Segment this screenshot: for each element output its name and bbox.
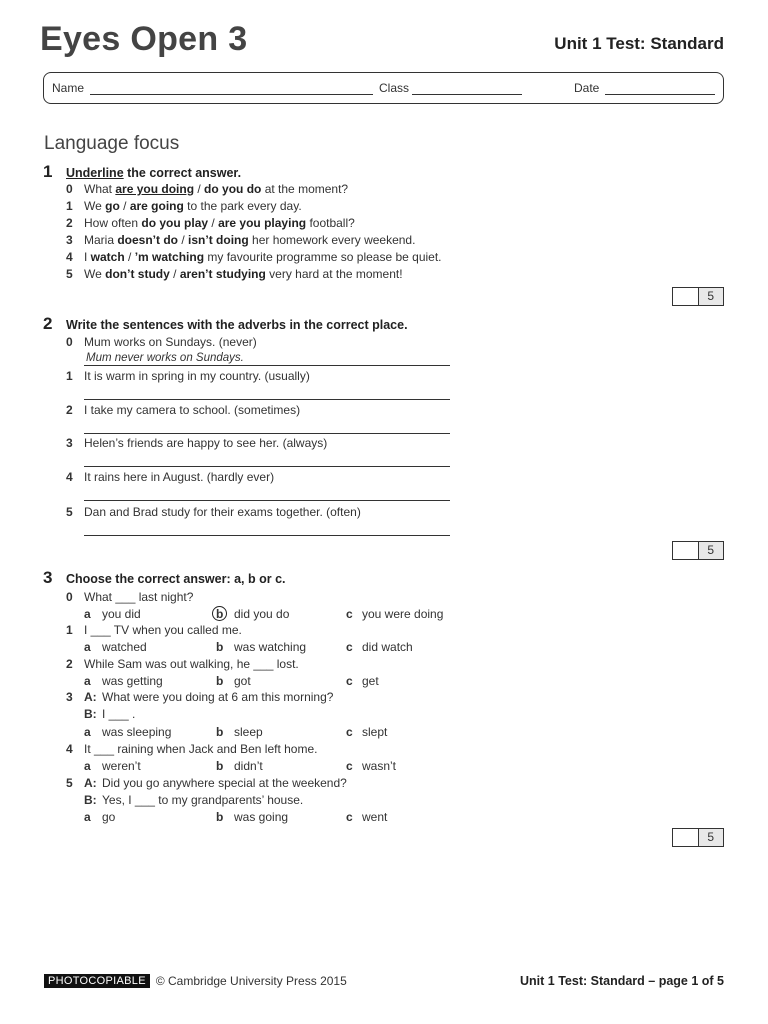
option-letter-a[interactable]: a bbox=[84, 810, 91, 824]
option-letter-c[interactable]: c bbox=[346, 759, 353, 773]
item-number: 4 bbox=[66, 742, 73, 756]
sentence-end: at the moment? bbox=[261, 182, 349, 196]
score-total: 5 bbox=[699, 542, 724, 559]
option-1[interactable]: watch bbox=[90, 250, 125, 264]
option-letter-b[interactable]: b bbox=[216, 759, 224, 773]
exercise-2-score-box bbox=[672, 541, 724, 560]
footer-copyright bbox=[44, 974, 347, 988]
option-separator: / bbox=[178, 233, 189, 247]
exercise-1-number: 1 bbox=[43, 162, 53, 181]
item-number: 4 bbox=[66, 250, 73, 264]
exercise-2-instruction: Write the sentences with the adverbs in the correct place. bbox=[66, 318, 408, 332]
option-2[interactable]: are going bbox=[129, 199, 184, 213]
option-2[interactable]: are you playing bbox=[218, 216, 307, 230]
item-number: 0 bbox=[66, 335, 73, 349]
option-2[interactable]: aren’t studying bbox=[179, 267, 266, 281]
option-letter-b[interactable]: b bbox=[216, 607, 224, 621]
item-sentence bbox=[84, 233, 415, 247]
class-field[interactable] bbox=[412, 94, 522, 95]
question-text: I ___ TV when you called me. bbox=[84, 623, 242, 637]
reply-text: I ___ . bbox=[102, 707, 136, 721]
item-number: 2 bbox=[66, 403, 73, 417]
item-number: 3 bbox=[66, 436, 73, 450]
option-c-text[interactable]: slept bbox=[362, 725, 388, 739]
option-letter-c[interactable]: c bbox=[346, 674, 353, 688]
item-number: 5 bbox=[66, 505, 73, 519]
answer-circle-icon bbox=[212, 606, 227, 621]
option-letter-a[interactable]: a bbox=[84, 607, 91, 621]
section-title: Language focus bbox=[44, 133, 180, 154]
exercise-3-score-box bbox=[672, 828, 724, 847]
item-number: 2 bbox=[66, 216, 73, 230]
item-prompt: Dan and Brad study for their exams together. (often) bbox=[84, 505, 361, 519]
date-label: Date bbox=[574, 81, 600, 95]
option-b-text[interactable]: sleep bbox=[234, 725, 263, 739]
sentence-start: How often bbox=[84, 216, 142, 230]
item-number: 1 bbox=[66, 369, 73, 383]
question-text: Did you go anywhere special at the weekend? bbox=[102, 776, 347, 790]
answer-line[interactable] bbox=[84, 365, 450, 366]
class-label: Class bbox=[379, 81, 410, 95]
item-sentence bbox=[84, 216, 355, 230]
option-1[interactable]: doesn’t do bbox=[117, 233, 179, 247]
item-sentence bbox=[84, 199, 302, 213]
option-letter-c[interactable]: c bbox=[346, 607, 353, 621]
speaker-a-label: A: bbox=[84, 776, 97, 790]
option-a-text[interactable]: was sleeping bbox=[102, 725, 172, 739]
sentence-start: I bbox=[84, 250, 91, 264]
option-letter-b[interactable]: b bbox=[216, 810, 224, 824]
sentence-start: Maria bbox=[84, 233, 118, 247]
item-number: 1 bbox=[66, 199, 73, 213]
score-input[interactable] bbox=[673, 542, 699, 559]
answer-line[interactable] bbox=[84, 500, 450, 501]
option-letter-c[interactable]: c bbox=[346, 640, 353, 654]
exercise-2-number: 2 bbox=[43, 314, 53, 333]
option-c-text[interactable]: get bbox=[362, 674, 379, 688]
item-sentence bbox=[84, 250, 442, 264]
option-separator: / bbox=[169, 267, 180, 281]
option-b-text[interactable]: didn’t bbox=[234, 759, 263, 773]
option-c-text[interactable]: went bbox=[362, 810, 388, 824]
option-c-text[interactable]: did watch bbox=[362, 640, 413, 654]
photocopiable-badge: PHOTOCOPIABLE bbox=[44, 974, 150, 988]
example-answer: Mum never works on Sundays. bbox=[86, 352, 244, 364]
answer-line[interactable] bbox=[84, 466, 450, 467]
sentence-end: my favourite programme so please be quiet. bbox=[204, 250, 442, 264]
speaker-b-label: B: bbox=[84, 707, 97, 721]
option-1[interactable]: don’t study bbox=[105, 267, 170, 281]
instruction-rest: the correct answer. bbox=[123, 166, 242, 180]
option-2[interactable]: ’m watching bbox=[134, 250, 205, 264]
item-sentence bbox=[84, 182, 348, 196]
option-letter-c[interactable]: c bbox=[346, 810, 353, 824]
item-prompt: It is warm in spring in my country. (usually) bbox=[84, 369, 310, 383]
page-number: Unit 1 Test: Standard – page 1 of 5 bbox=[520, 974, 724, 988]
answer-line[interactable] bbox=[84, 399, 450, 400]
item-number: 4 bbox=[66, 470, 73, 484]
option-a-text[interactable]: you did bbox=[102, 607, 141, 621]
item-prompt: It rains here in August. (hardly ever) bbox=[84, 470, 275, 484]
option-a-text[interactable]: was getting bbox=[102, 674, 163, 688]
option-separator: / bbox=[119, 199, 130, 213]
option-letter-c[interactable]: c bbox=[346, 725, 353, 739]
exercise-3-options bbox=[84, 759, 484, 775]
option-c-text[interactable]: wasn’t bbox=[362, 759, 397, 773]
question-text: While Sam was out walking, he ___ lost. bbox=[84, 657, 299, 671]
option-a-text[interactable]: weren’t bbox=[102, 759, 141, 773]
question-text: It ___ raining when Jack and Ben left home. bbox=[84, 742, 318, 756]
option-b-text[interactable]: was going bbox=[234, 810, 289, 824]
item-number: 0 bbox=[66, 182, 73, 196]
score-input[interactable] bbox=[673, 829, 699, 846]
exercise-1-score-box bbox=[672, 287, 724, 306]
unit-title: Unit 1 Test: Standard bbox=[554, 34, 724, 53]
option-separator: / bbox=[194, 182, 205, 196]
exercise-3-options bbox=[84, 607, 484, 623]
speaker-b-label: B: bbox=[84, 793, 97, 807]
score-total: 5 bbox=[699, 288, 724, 305]
instruction-underline-word: Underline bbox=[66, 166, 124, 180]
option-separator: / bbox=[208, 216, 219, 230]
exercise-3-options bbox=[84, 810, 484, 826]
answer-line[interactable] bbox=[84, 433, 450, 434]
exercise-3-options bbox=[84, 640, 484, 656]
date-field[interactable] bbox=[605, 94, 715, 95]
question-text: What ___ last night? bbox=[84, 590, 194, 604]
option-letter-a[interactable]: a bbox=[84, 674, 91, 688]
sentence-end: very hard at the moment! bbox=[265, 267, 403, 281]
item-number: 1 bbox=[66, 623, 73, 637]
name-label: Name bbox=[52, 81, 85, 95]
option-letter-a[interactable]: a bbox=[84, 725, 91, 739]
option-2[interactable]: isn’t doing bbox=[188, 233, 249, 247]
option-letter-a[interactable]: a bbox=[84, 759, 91, 773]
question-text: What were you doing at 6 am this morning? bbox=[102, 690, 334, 704]
item-number: 0 bbox=[66, 590, 73, 604]
option-letter-b[interactable]: b bbox=[216, 725, 224, 739]
item-number: 2 bbox=[66, 657, 73, 671]
item-prompt: Helen’s friends are happy to see her. (always) bbox=[84, 436, 328, 450]
reply-text: Yes, I ___ to my grandparents’ house. bbox=[102, 793, 304, 807]
item-prompt: Mum works on Sundays. (never) bbox=[84, 335, 257, 349]
brand-title: Eyes Open 3 bbox=[40, 20, 248, 58]
option-1[interactable]: do you play bbox=[141, 216, 209, 230]
item-number: 5 bbox=[66, 267, 73, 281]
sentence-end: football? bbox=[306, 216, 355, 230]
option-a-text[interactable]: watched bbox=[102, 640, 147, 654]
option-1[interactable]: go bbox=[105, 199, 120, 213]
score-total: 5 bbox=[699, 829, 724, 846]
score-input[interactable] bbox=[673, 288, 699, 305]
option-a-text[interactable]: go bbox=[102, 810, 116, 824]
student-details-box bbox=[43, 72, 724, 104]
item-number: 3 bbox=[66, 233, 73, 247]
speaker-a-label: A: bbox=[84, 690, 97, 704]
sentence-start: We bbox=[84, 199, 106, 213]
item-number: 3 bbox=[66, 690, 73, 704]
option-c-text[interactable]: you were doing bbox=[362, 607, 444, 621]
item-sentence bbox=[84, 267, 403, 281]
option-2[interactable]: do you do bbox=[204, 182, 262, 196]
option-separator: / bbox=[124, 250, 135, 264]
option-1[interactable]: are you doing bbox=[115, 182, 195, 196]
option-letter-b[interactable]: b bbox=[216, 640, 224, 654]
sentence-end: her homework every weekend. bbox=[248, 233, 416, 247]
exercise-3-options bbox=[84, 725, 484, 741]
option-b-text[interactable]: got bbox=[234, 674, 251, 688]
sentence-start: What bbox=[84, 182, 116, 196]
exercise-3-instruction: Choose the correct answer: a, b or c. bbox=[66, 572, 286, 586]
option-b-text[interactable]: was watching bbox=[234, 640, 307, 654]
exercise-3-options bbox=[84, 674, 484, 690]
option-letter-a[interactable]: a bbox=[84, 640, 91, 654]
item-number: 5 bbox=[66, 776, 73, 790]
answer-line[interactable] bbox=[84, 535, 450, 536]
exercise-3-number: 3 bbox=[43, 568, 53, 587]
option-b-text[interactable]: did you do bbox=[234, 607, 290, 621]
name-field[interactable] bbox=[90, 94, 373, 95]
option-letter-b[interactable]: b bbox=[216, 674, 224, 688]
copyright-text: © Cambridge University Press 2015 bbox=[155, 974, 347, 988]
sentence-start: We bbox=[84, 267, 106, 281]
item-prompt: I take my camera to school. (sometimes) bbox=[84, 403, 301, 417]
exercise-1-instruction bbox=[66, 166, 241, 180]
sentence-end: to the park every day. bbox=[183, 199, 302, 213]
